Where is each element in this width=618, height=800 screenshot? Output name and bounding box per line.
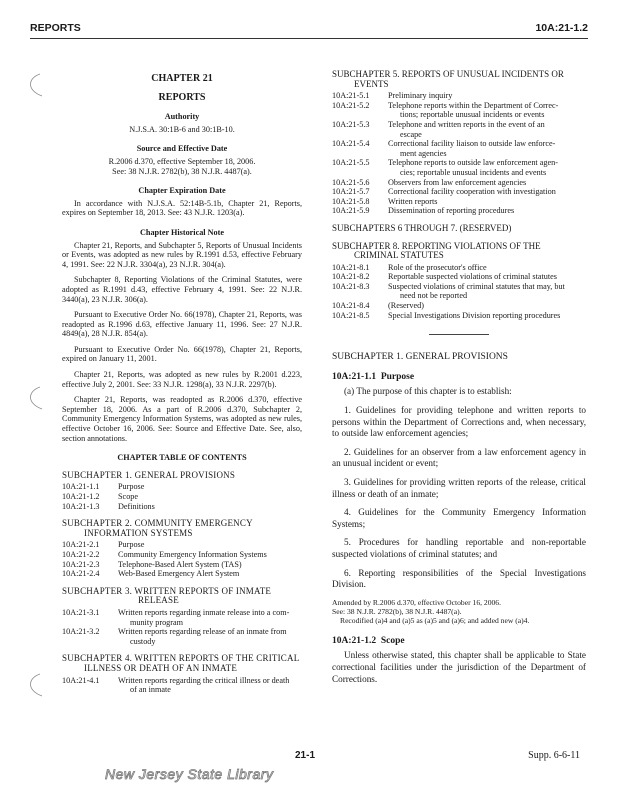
source-heading: Source and Effective Date — [136, 144, 228, 154]
section-title — [332, 637, 586, 647]
history-paragraph: Chapter 21, Reports, was adopted as new rules by R.2001 d.223, effective July 2, 2001. See: 33 N.J.R. 1298(a), 33 N.J.R. 2297(b). — [62, 370, 302, 389]
section-number: 10A:21-1.2 — [332, 635, 377, 646]
library-watermark: New Jersey State Library — [105, 766, 274, 782]
source-line: See: 38 N.J.R. 2782(b), 38 N.J.R. 4487(a). — [112, 166, 252, 176]
section-paragraph: (a) The purpose of this chapter is to establish: — [344, 386, 512, 397]
toc-list — [62, 608, 302, 646]
running-header — [30, 22, 588, 36]
section-name: Scope — [380, 635, 405, 646]
toc-entry[interactable]: 10A:21-3.1 Written reports regarding inmate release into a com- munity program — [62, 607, 290, 627]
toc-list — [62, 482, 302, 511]
expiration-text: In accordance with N.J.S.A. 52:14B-5.1b, Chapter 21, Reports, expires on September 18, 2013. See: 43 N.J.R. 1203(a). — [62, 198, 302, 218]
section-paragraph: 1. Guidelines for providing telephone and written reports to persons within the Department of Corrections and, when necessary, to outside law enforcement agencies; — [332, 405, 586, 439]
toc-subchapter-heading: SUBCHAPTER 2. COMMUNITY EMERGENCY INFORMATION SYSTEMS — [62, 518, 253, 538]
toc-heading: CHAPTER TABLE OF CONTENTS — [117, 453, 247, 463]
toc-entry[interactable]: 10A:21-5.9 Dissemination of reporting procedures — [332, 206, 515, 216]
toc-list — [62, 676, 302, 695]
section-divider — [429, 334, 489, 335]
toc-entry[interactable]: 10A:21-5.2 Telephone reports within the Department of Correc- tions; reportable unusual incidents or events — [332, 100, 559, 120]
toc-entry[interactable]: 10A:21-4.1 Written reports regarding the critical illness or death of an inmate — [62, 675, 290, 695]
amendment-note: Amended by R.2006 d.370, effective October 16, 2006. See: 38 N.J.R. 2782(b), 38 N.J.R. 4487(a). Recodified (a)4 and (a)5 as (a)5 and (a)6; and added new (a)4. — [332, 597, 530, 625]
section-paragraph: 2. Guidelines for an observer from a law enforcement agency in an unusual incident or event; — [332, 446, 586, 469]
section-paragraph: 4. Guidelines for the Community Emergency Information Systems; — [332, 507, 586, 529]
section-paragraph: 6. Reporting responsibilities of the Special Investigations Division. — [332, 567, 586, 590]
toc-entry[interactable]: 10A:21-8.2 Reportable suspected violations of criminal statutes — [332, 272, 557, 282]
toc-entry[interactable]: 10A:21-1.1 Purpose — [62, 482, 145, 492]
section-paragraph: 3. Guidelines for providing written reports of the release, critical illness or death of an inmate; — [332, 477, 586, 499]
toc-entry[interactable]: 10A:21-8.3 Suspected violations of criminal statutes that may, but need not be reported — [332, 281, 565, 301]
section-body — [332, 386, 586, 590]
toc-list — [62, 540, 302, 578]
toc-entry[interactable]: 10A:21-2.3 Telephone-Based Alert System (TAS) — [62, 559, 242, 569]
chapter-number: CHAPTER 21 — [151, 73, 213, 84]
toc-entry[interactable]: 10A:21-5.6 Observers from law enforcement agencies — [332, 177, 527, 187]
toc-subchapter-heading: SUBCHAPTER 3. WRITTEN REPORTS OF INMATE RELEASE — [62, 585, 272, 606]
section-name: Purpose — [380, 371, 415, 382]
toc-list — [332, 263, 586, 321]
punch-hole-mark — [22, 72, 46, 98]
supplement-date: Supp. 6-6-11 — [528, 750, 580, 761]
toc-entry[interactable]: 10A:21-5.4 Correctional facility liaison to outside law enforce- ment agencies — [332, 139, 556, 158]
toc-subchapter-heading: SUBCHAPTER 1. GENERAL PROVISIONS — [62, 469, 236, 480]
page-number: 21-1 — [295, 750, 316, 761]
section-number: 10A:21-1.1 — [332, 371, 377, 382]
toc-entry[interactable]: 10A:21-5.7 Correctional facility cooperation with investigation — [332, 187, 556, 197]
history-paragraph: Pursuant to Executive Order No. 66(1978), Chapter 21, Reports, was readopted as R.1996 d.63, effective January 11, 1996. See: 27 N.J.R. 4849(a), 28 N.J.R. 854(a). — [62, 310, 302, 339]
history-heading: Chapter Historical Note — [140, 227, 224, 237]
toc-entry[interactable]: 10A:21-5.5 Telephone reports to outside law enforcement agen- cies; reportable unusual incidents and events — [332, 158, 558, 177]
punch-hole-mark — [22, 672, 46, 698]
toc-entry[interactable]: 10A:21-5.8 Written reports — [332, 196, 438, 206]
header-right: 10A:21-1.2 — [535, 22, 588, 34]
history-paragraph: Chapter 21, Reports, and Subchapter 5, Reports of Unusual Incidents or Events, was adopted as new rules by R.1991 d.53, effective February 4, 1991. See: 22 N.J.R. 3304(a), 23 N.J.R. 304(a). — [62, 240, 302, 269]
section-paragraph: 5. Procedures for handling reportable and non-reportable suspected violations of criminal statutes; and — [332, 537, 586, 559]
source-line: R.2006 d.370, effective September 18, 2006. — [108, 156, 256, 166]
toc-entry[interactable]: 10A:21-8.1 Role of the prosecutor's office — [332, 262, 487, 272]
history-paragraph: Pursuant to Executive Order No. 66(1978), Chapter 21, Reports, expired on January 11, 2001. — [62, 344, 302, 364]
toc-list — [332, 91, 586, 216]
section-paragraph: Unless otherwise stated, this chapter shall be applicable to State correctional facilities under the jurisdiction of the Department of Corrections. — [332, 650, 586, 684]
toc-entry[interactable]: 10A:21-3.2 Written reports regarding release of an inmate from custody — [62, 627, 287, 646]
toc-subchapter-heading: SUBCHAPTER 8. REPORTING VIOLATIONS OF THE CRIMINAL STATUTES — [332, 240, 541, 261]
toc-subchapter-heading: SUBCHAPTER 5. REPORTS OF UNUSUAL INCIDENTS OR EVENTS — [332, 69, 564, 89]
toc-entry[interactable]: 10A:21-5.1 Preliminary inquiry — [332, 91, 453, 101]
toc-entry[interactable]: 10A:21-8.5 Special Investigations Division reporting procedures — [332, 310, 561, 320]
toc-entry[interactable]: 10A:21-2.1 Purpose — [62, 540, 145, 550]
toc-entry[interactable]: 10A:21-1.3 Definitions — [62, 501, 155, 511]
subchapter-heading: SUBCHAPTER 1. GENERAL PROVISIONS — [332, 352, 508, 363]
chapter-title: REPORTS — [158, 91, 206, 103]
toc-subchapter-heading: SUBCHAPTERS 6 THROUGH 7. (RESERVED) — [332, 222, 512, 233]
section-body — [332, 650, 586, 685]
toc-subchapter-heading: SUBCHAPTER 4. WRITTEN REPORTS OF THE CRITICAL ILLNESS OR DEATH OF AN INMATE — [62, 653, 300, 673]
section-title — [332, 373, 586, 383]
punch-hole-mark — [22, 385, 46, 411]
header-left: REPORTS — [30, 22, 81, 34]
toc-entry[interactable]: 10A:21-2.4 Web-Based Emergency Alert System — [62, 569, 240, 579]
history-paragraph: Subchapter 8, Reporting Violations of the Criminal Statutes, were adopted as R.1991 d.43, effective February 4, 1991. See: 22 N.J.R. 3440(a), 23 N.J.R. 306(a). — [62, 275, 302, 304]
toc-entry[interactable]: 10A:21-5.3 Telephone and written reports in the event of an escape — [332, 119, 545, 139]
toc-entry[interactable]: 10A:21-2.2 Community Emergency Information Systems — [62, 549, 267, 559]
history-paragraph: Chapter 21, Reports, was readopted as R.2006 d.370, effective September 18, 2006. As a part of R.2006 d.370, Subchapter 2, Community Emergency Information Systems, was adopted as new rules, effective October 16, 2006. See: Source and Effective Date. See, also, section annotations. — [62, 395, 302, 443]
toc-entry[interactable]: 10A:21-1.2 Scope — [62, 492, 139, 501]
authority-heading: Authority — [164, 112, 200, 122]
header-rule — [30, 38, 588, 39]
toc-entry[interactable]: 10A:21-8.4 (Reserved) — [332, 301, 424, 311]
expiration-heading: Chapter Expiration Date — [138, 186, 226, 196]
right-column — [332, 70, 586, 692]
authority-text: N.J.S.A. 30:1B-6 and 30:1B-10. — [129, 124, 235, 134]
left-column — [62, 70, 302, 695]
